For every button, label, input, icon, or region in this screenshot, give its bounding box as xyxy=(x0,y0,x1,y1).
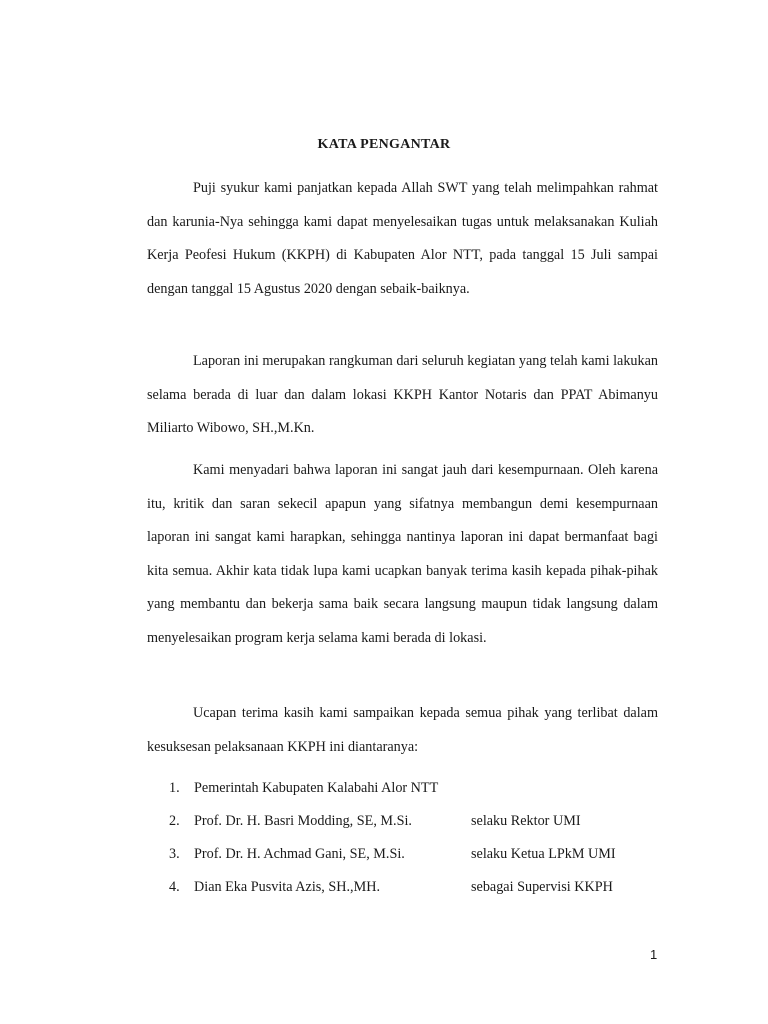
list-name: Prof. Dr. H. Achmad Gani, SE, M.Si. xyxy=(194,846,405,862)
list-number: 1. xyxy=(169,780,180,796)
list-name: Dian Eka Pusvita Azis, SH.,MH. xyxy=(194,879,381,895)
list-item xyxy=(169,772,689,805)
list-role: selaku Rektor UMI xyxy=(471,813,581,829)
list-role: selaku Ketua LPkM UMI xyxy=(471,846,616,862)
list-name: Prof. Dr. H. Basri Modding, SE, M.Si. xyxy=(194,813,412,829)
list-number: 4. xyxy=(169,879,180,895)
page-title: KATA PENGANTAR xyxy=(317,137,451,152)
list-item xyxy=(169,838,689,871)
acknowledgement-list xyxy=(169,772,689,904)
list-number: 2. xyxy=(169,813,180,829)
paragraph-feedback: Kami menyadari bahwa laporan ini sangat jauh dari kesempurnaan. Oleh karena itu, kritik dan saran sekecil apapun yang sifatnya membangun demi kesempurnaan laporan ini sangat kami harapkan, sehingga nantinya laporan ini dapat bermanfaat bagi kita semua. Akhir kata tidak lupa kami ucapkan banyak terima kasih kepada pihak-pihak yang membantu dan bekerja sama baik secara langsung maupun tidak langsung dalam menyelesaikan program kerja selama kami berada di lokasi. xyxy=(147,462,658,646)
list-number: 3. xyxy=(169,846,180,862)
list-name: Pemerintah Kabupaten Kalabahi Alor NTT xyxy=(194,780,439,796)
page-number: 1 xyxy=(650,947,658,962)
list-role: sebagai Supervisi KKPH xyxy=(471,879,613,895)
paragraph-opening: Puji syukur kami panjatkan kepada Allah SWT yang telah melimpahkan rahmat dan karunia-Nya sehingga kami dapat menyelesaikan tugas untuk melaksanakan Kuliah Kerja Peofesi Hukum (KKPH) di Kabupaten Alor NTT, pada tanggal 15 Juli sampai dengan tanggal 15 Agustus 2020 dengan sebaik-baiknya. xyxy=(147,180,658,297)
list-item xyxy=(169,871,689,904)
list-item xyxy=(169,805,689,838)
paragraph-thanks: Ucapan terima kasih kami sampaikan kepada semua pihak yang terlibat dalam kesuksesan pelaksanaan KKPH ini diantaranya: xyxy=(147,705,658,755)
paragraph-report-summary: Laporan ini merupakan rangkuman dari seluruh kegiatan yang telah kami lakukan selama berada di luar dan dalam lokasi KKPH Kantor Notaris dan PPAT Abimanyu Miliarto Wibowo, SH.,M.Kn. xyxy=(147,353,658,437)
